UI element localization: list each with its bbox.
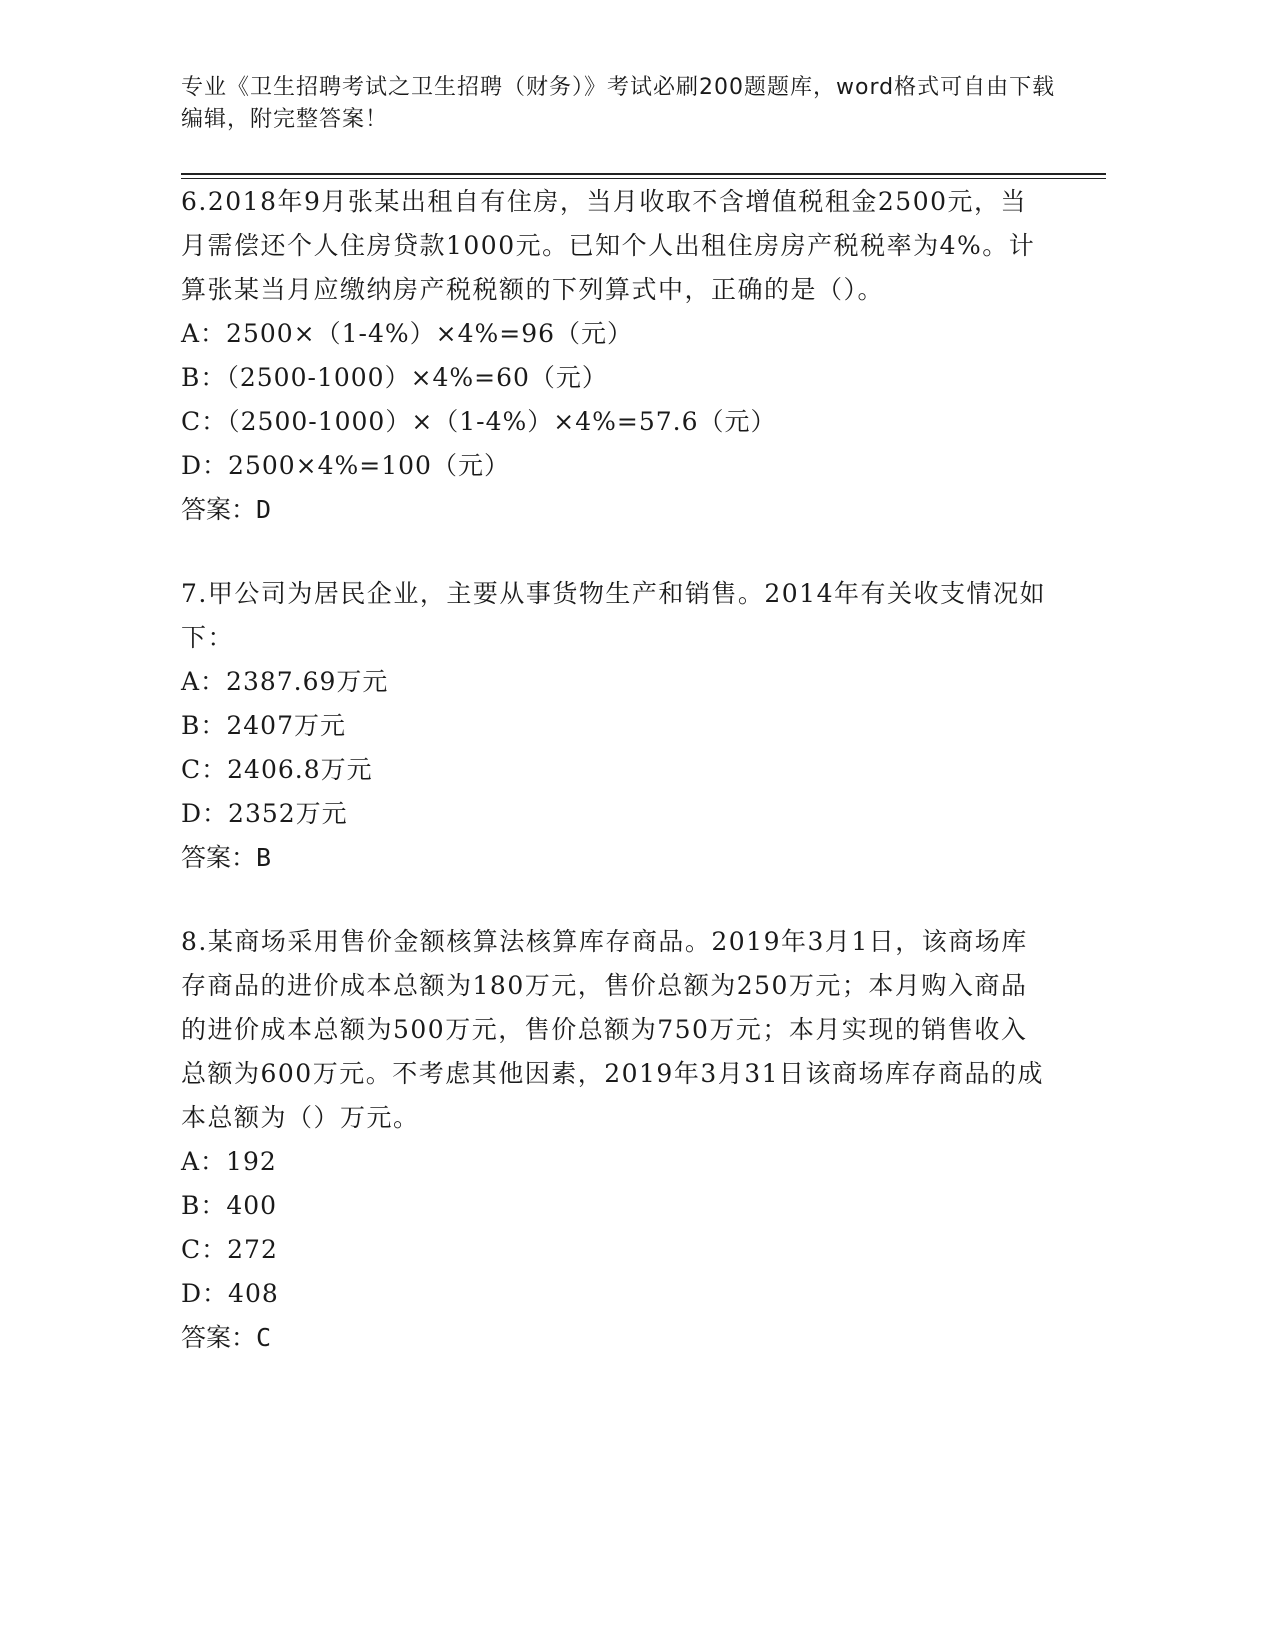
header-divider [181,173,1106,175]
option-d: D：2500×4%=100（元） [181,451,510,480]
option-d: D：408 [181,1279,279,1308]
answer-value: B [256,843,272,872]
option-b: B：（2500-1000）×4%=60（元） [181,363,608,392]
question-6 [181,180,1051,532]
question-text: 8.某商场采用售价金额核算法核算库存商品。2019年3月1日，该商场库存商品的进价成本总额为180万元，售价总额为250万元；本月购入商品的进价成本总额为500万元，售价总额为750万元；本月实现的销售收入总额为600万元。不考虑其他因素，2019年3月31日该商场库存商品的成本总额为（）万元。 [181,927,1045,1132]
answer-value: C [256,1323,272,1352]
answer-line [181,836,1051,880]
option-c: C：2406.8万元 [181,755,373,784]
header-divider-thin [181,178,1106,179]
question-7 [181,572,1051,880]
question-8 [181,920,1051,1360]
answer-line [181,488,1051,532]
document-header: 专业《卫生招聘考试之卫生招聘（财务）》考试必刷200题题库，word格式可自由下载编辑，附完整答案！ [181,75,1056,132]
answer-line [181,1316,1051,1360]
option-c: C：272 [181,1235,278,1264]
option-a: A：2387.69万元 [181,667,389,696]
answer-label: 答案： [181,495,257,524]
answer-value: D [256,495,272,524]
option-b: B：2407万元 [181,711,346,740]
question-text: 7.甲公司为居民企业，主要从事货物生产和销售。2014年有关收支情况如下： [181,579,1046,652]
option-a: A：2500×（1-4%）×4%=96（元） [181,319,634,348]
answer-label: 答案： [181,1323,257,1352]
option-b: B：400 [181,1191,278,1220]
question-text: 6.2018年9月张某出租自有住房，当月收取不含增值税租金2500元，当月需偿还个人住房贷款1000元。已知个人出租住房房产税税率为4%。计算张某当月应缴纳房产税税额的下列算式中，正确的是（）。 [181,187,1036,304]
option-d: D：2352万元 [181,799,348,828]
option-a: A：192 [181,1147,277,1176]
answer-label: 答案： [181,843,257,872]
option-c: C：（2500-1000）×（1-4%）×4%=57.6（元） [181,407,777,436]
